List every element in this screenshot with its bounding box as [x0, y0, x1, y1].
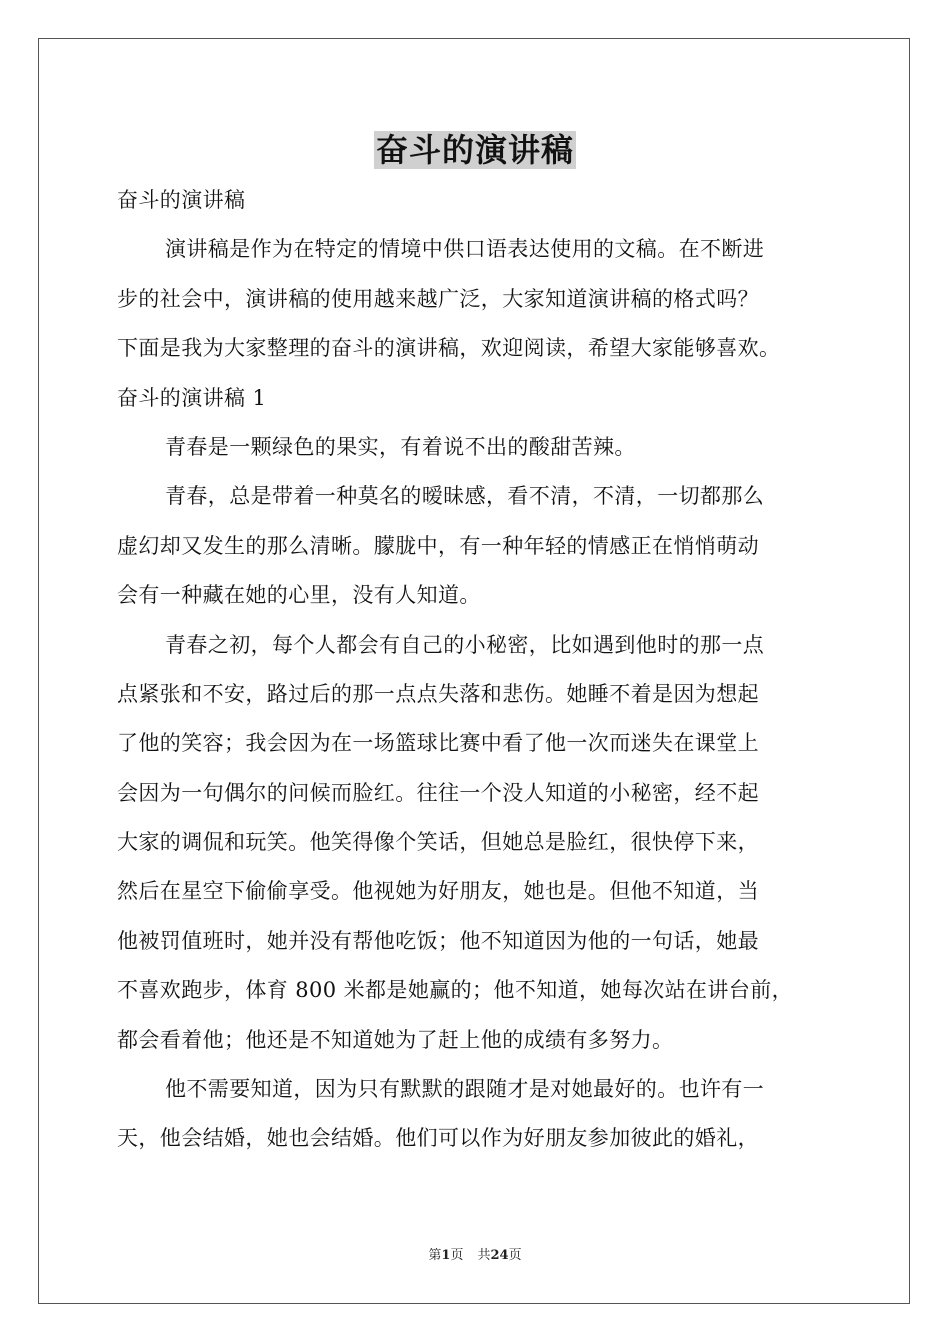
page-footer [0, 1246, 950, 1266]
text-line: 他被罚值班时，她并没有帮他吃饭；他不知道因为他的一句话，她最 [117, 928, 759, 953]
text-line: 点紧张和不安，路过后的那一点点失落和悲伤。她睡不着是因为想起 [117, 681, 759, 706]
text-line: 虚幻却又发生的那么清晰。朦胧中，有一种年轻的情感正在悄悄萌动 [117, 533, 759, 558]
text-line: 演讲稿是作为在特定的情境中供口语表达使用的文稿。在不断进 [165, 237, 765, 262]
text-line: 他不需要知道，因为只有默默的跟随才是对她最好的。也许有一 [165, 1077, 765, 1102]
footer-page-suffix: 页 [450, 1248, 464, 1263]
text-line: 青春之初，每个人都会有自己的小秘密，比如遇到他时的那一点 [165, 632, 765, 657]
text-line: 会有一种藏在她的心里，没有人知道。 [117, 583, 481, 608]
text-line: 青春是一颗绿色的果实，有着说不出的酸甜苦辣。 [165, 434, 636, 459]
text-line: 奋斗的演讲稿 [117, 188, 246, 212]
text-line: 都会看着他；他还是不知道她为了赶上他的成绩有多努力。 [117, 1027, 674, 1052]
text-line: 步的社会中，演讲稿的使用越来越广泛，大家知道演讲稿的格式吗？ [117, 286, 759, 311]
text-line: 不喜欢跑步，体育 800 米都是她赢的；他不知道，她每次站在讲台前， [117, 978, 794, 1003]
text-line: 下面是我为大家整理的奋斗的演讲稿，欢迎阅读，希望大家能够喜欢。 [117, 336, 781, 361]
document-body [117, 176, 837, 1164]
document-title-text: 奋斗的演讲稿 [375, 131, 574, 169]
footer-page-number: 1 [441, 1248, 451, 1263]
footer-page-prefix: 第 [428, 1248, 442, 1263]
text-line: 奋斗的演讲稿 1 [117, 385, 267, 410]
document-title [0, 128, 950, 172]
text-line: 了他的笑容；我会因为在一场篮球比赛中看了他一次而迷失在课堂上 [117, 731, 759, 756]
text-line: 天，他会结婚，她也会结婚。他们可以作为好朋友参加彼此的婚礼， [117, 1126, 759, 1151]
footer-total-suffix: 页 [508, 1248, 522, 1263]
text-line: 大家的调侃和玩笑。他笑得像个笑话，但她总是脸红，很快停下来， [117, 830, 759, 855]
text-line: 然后在星空下偷偷享受。他视她为好朋友，她也是。但他不知道，当 [117, 879, 759, 904]
text-line: 会因为一句偶尔的问候而脸红。往往一个没人知道的小秘密，经不起 [117, 780, 759, 805]
footer-total-prefix: 共 [477, 1248, 491, 1263]
text-line: 青春，总是带着一种莫名的暧昧感，看不清，不清，一切都那么 [165, 484, 765, 509]
footer-total-pages: 24 [490, 1248, 509, 1263]
